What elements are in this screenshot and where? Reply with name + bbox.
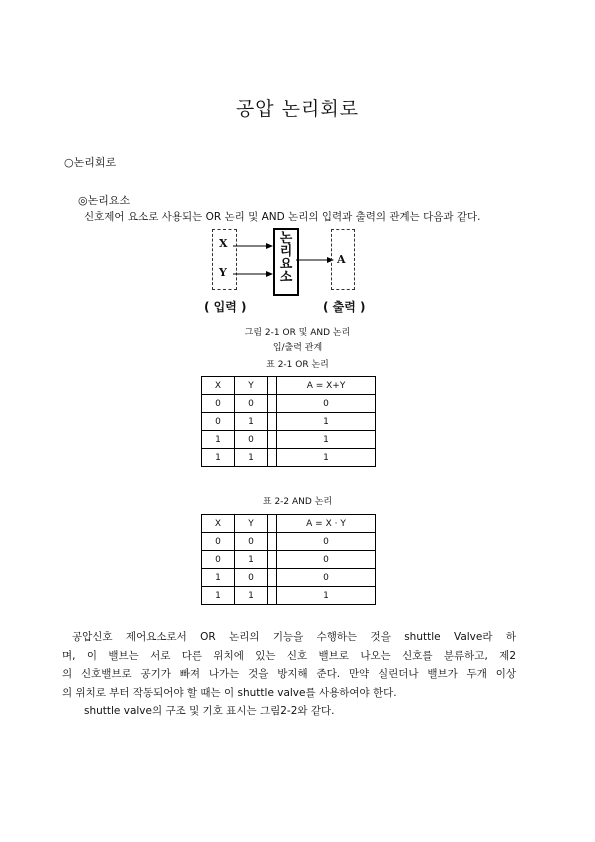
table-cell: 1 [235,551,268,569]
table-cell: 1 [202,449,235,467]
table-row [202,569,376,587]
paragraph-line: 공압신호 제어요소로서 OR 논리의 기능을 수행하는 것을 shuttle Valve라 하 [72,631,516,643]
paragraph-line: shuttle valve의 구조 및 기호 표시는 그림2-2와 같다. [84,705,335,717]
table-cell: 1 [202,587,235,605]
table-cell: 1 [277,431,376,449]
body-paragraph [62,628,516,721]
table-row [202,515,376,533]
table-cell: A = X+Y [277,377,376,395]
table-cell: 1 [235,587,268,605]
table-cell: 0 [202,413,235,431]
table-cell: 0 [235,395,268,413]
table-cell [268,587,277,605]
table-cell [268,377,277,395]
paragraph-line: 며, 이 밸브는 서로 다른 위치에 있는 신호 밸브로 나오는 신호를 분류하고, 제2 [62,649,516,662]
table-cell: 0 [277,569,376,587]
paragraph-line: 의 위치로 부터 작동되어야 할 때는 이 shuttle valve를 사용하여야 한다. [62,686,397,699]
output-a-label: A [337,253,346,266]
table-cell: 0 [277,551,376,569]
table-and [201,514,376,605]
table-cell: Y [235,377,268,395]
table-cell [268,431,277,449]
table-cell: 0 [235,569,268,587]
table-or-caption: 표 2-1 OR 논리 [266,360,329,370]
paragraph-line: 의 신호밸브로 공기가 빠져 나가는 것을 방지해 준다. 만약 실린더나 밸브가 두개 이상 [62,668,517,680]
figure-caption-line2: 입/출력 관계 [272,343,323,353]
table-cell: 0 [277,395,376,413]
table-row [202,449,376,467]
page-title: 공압 논리회로 [235,98,360,120]
table-cell: X [202,515,235,533]
table-row [202,551,376,569]
input-x-label: X [219,237,228,250]
logic-char-1: 논 [279,231,293,246]
logic-char-3: 요 [279,257,293,272]
table-cell: 0 [202,551,235,569]
table-cell: 0 [277,533,376,551]
logic-char-4: 소 [279,270,293,285]
table-cell [268,413,277,431]
table-cell: 0 [235,431,268,449]
logic-element-box [273,228,299,296]
figure-caption-line1: 그림 2-1 OR 및 AND 논리 [244,328,351,338]
input-y-label: Y [219,266,227,279]
table-cell: Y [235,515,268,533]
table-cell: 1 [202,569,235,587]
table-cell: 1 [202,431,235,449]
table-cell [268,551,277,569]
table-cell [268,533,277,551]
table-cell [268,395,277,413]
table-cell [268,449,277,467]
intro-text: 신호제어 요소로 사용되는 OR 논리 및 AND 논리의 입력과 출력의 관계는 다음과 같다. [84,211,481,223]
table-cell: 1 [235,449,268,467]
input-caption: ( 입력 ) [204,300,247,314]
table-cell [268,515,277,533]
table-cell: 1 [235,413,268,431]
table-row [202,587,376,605]
table-row [202,377,376,395]
table-row [202,431,376,449]
table-cell: 1 [277,449,376,467]
output-caption: ( 출력 ) [323,300,366,314]
table-cell: 0 [235,533,268,551]
table-or [201,376,376,467]
table-and-caption: 표 2-2 AND 논리 [262,497,333,507]
subsection-heading: ◎논리요소 [78,194,131,207]
table-cell: 0 [202,533,235,551]
section-heading: ○논리회로 [64,156,117,169]
table-cell: 1 [277,587,376,605]
table-row [202,413,376,431]
table-cell: X [202,377,235,395]
logic-char-2: 리 [279,244,293,259]
table-row [202,395,376,413]
table-cell: 0 [202,395,235,413]
table-row [202,533,376,551]
table-cell [268,569,277,587]
table-cell: 1 [277,413,376,431]
table-cell: A = X · Y [277,515,376,533]
